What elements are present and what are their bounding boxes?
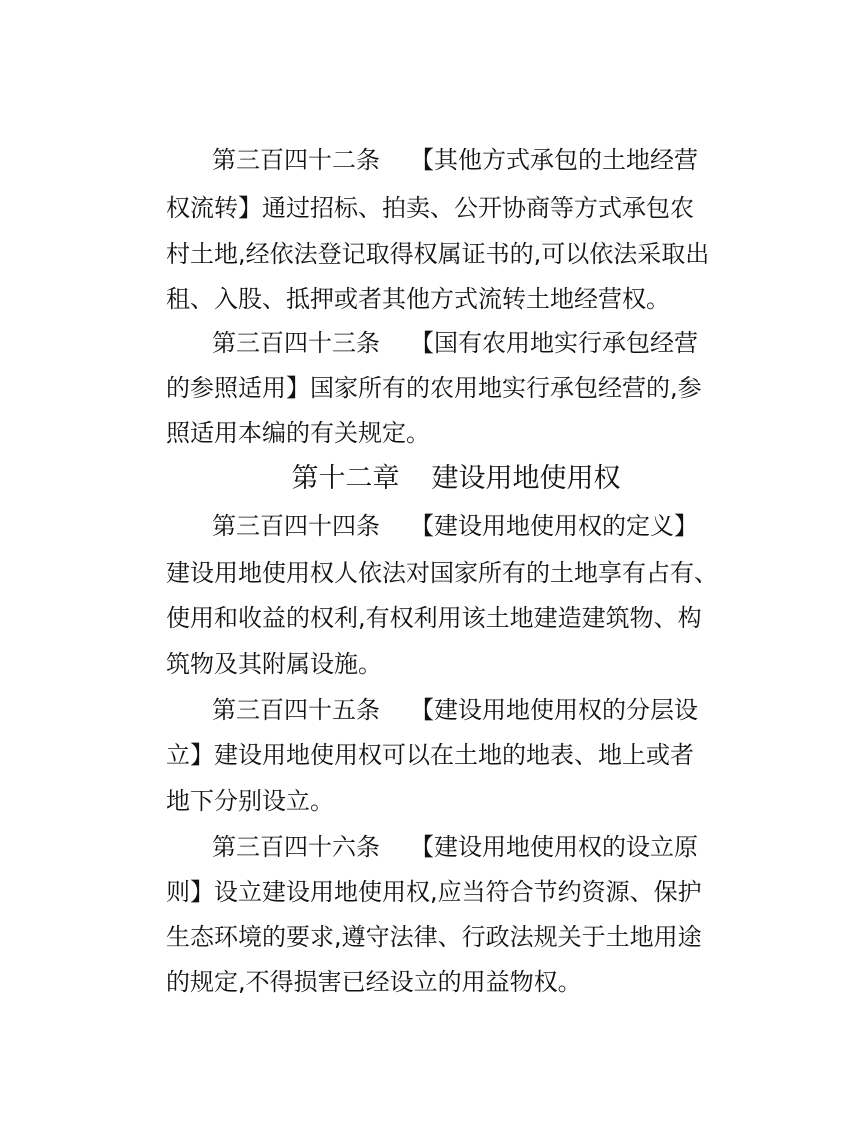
article-344-line-1: 建设用地使用权人依法对国家所有的土地享有占有、 [166, 559, 718, 587]
article-345-line-1: 立】建设用地使用权可以在土地的地表、地上或者 [166, 741, 694, 769]
article-title: 【国有农用地实行承包经营 [410, 329, 698, 357]
article-343-line-1: 的参照适用】国家所有的农用地实行承包经营的,参 [166, 374, 702, 402]
article-344-heading [212, 510, 698, 542]
article-title: 【建设用地使用权的定义】 [410, 512, 698, 540]
article-number: 第三百四十六条 [212, 833, 380, 861]
article-number: 第三百四十三条 [212, 329, 380, 357]
article-344-line-3: 筑物及其附属设施。 [166, 650, 382, 678]
chapter-number: 第十二章 [291, 463, 400, 494]
article-number: 第三百四十四条 [212, 512, 380, 540]
article-title: 【建设用地使用权的设立原 [410, 833, 698, 861]
article-number: 第三百四十五条 [212, 696, 380, 724]
chapter-title: 建设用地使用权 [431, 463, 621, 494]
article-346-heading [212, 831, 698, 863]
article-342-heading [212, 144, 698, 176]
article-342-line-1: 权流转】通过招标、拍卖、公开协商等方式承包农 [166, 194, 694, 222]
chapter-heading [0, 461, 860, 497]
article-345-heading [212, 694, 698, 726]
article-title: 【其他方式承包的土地经营 [410, 146, 698, 174]
article-346-line-3: 的规定,不得损害已经设立的用益物权。 [166, 968, 582, 996]
article-number: 第三百四十二条 [212, 146, 380, 174]
article-343-line-2: 照适用本编的有关规定。 [166, 419, 430, 447]
article-346-line-2: 生态环境的要求,遵守法律、行政法规关于土地用途 [166, 923, 702, 951]
article-342-line-3: 租、入股、抵押或者其他方式流转土地经营权。 [166, 285, 670, 313]
article-title: 【建设用地使用权的分层设 [410, 696, 698, 724]
article-344-line-2: 使用和收益的权利,有权利用该土地建造建筑物、构 [166, 604, 702, 632]
article-345-line-2: 地下分别设立。 [166, 787, 334, 815]
article-346-line-1: 则】设立建设用地使用权,应当符合节约资源、保护 [166, 878, 702, 906]
article-343-heading [212, 327, 698, 359]
article-342-line-2: 村土地,经依法登记取得权属证书的,可以依法采取出 [166, 240, 710, 268]
